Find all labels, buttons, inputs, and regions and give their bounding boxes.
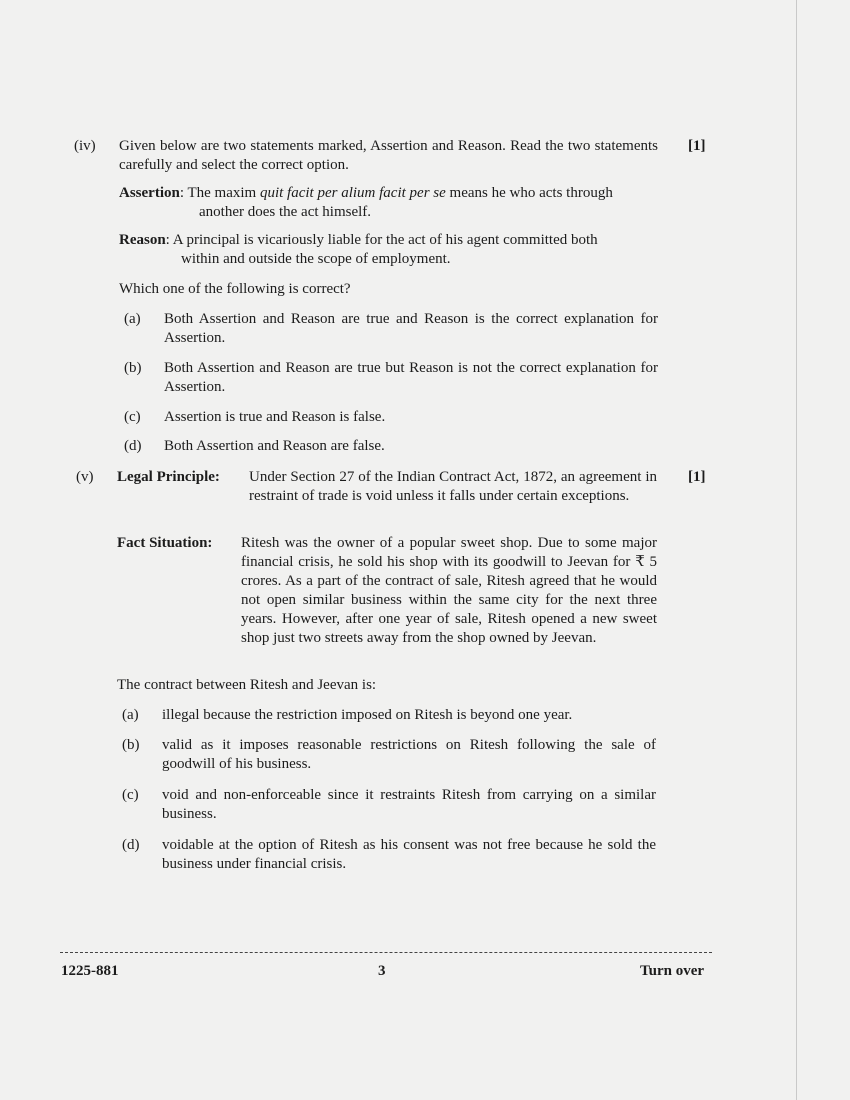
reason-text: : A principal is vicariously liable for the act of his agent committed both: [165, 232, 598, 248]
fact-label: Fact Situation:: [117, 535, 213, 551]
reason-line1: [119, 231, 658, 250]
reason-label: Reason: [119, 232, 166, 248]
assertion-line1: [119, 184, 658, 203]
question-number: (iv): [74, 138, 96, 154]
option-text: Both Assertion and Reason are true but Reason is not the correct explanation for Assertion.: [164, 360, 658, 395]
option-label: (b): [122, 737, 140, 753]
scan-edge: [796, 0, 797, 1100]
option-text: Both Assertion and Reason are false.: [164, 438, 385, 454]
reason-line2: within and outside the scope of employment.: [181, 251, 451, 267]
option-label: (a): [122, 707, 139, 723]
principle-label: Legal Principle:: [117, 469, 220, 485]
question-prompt: Which one of the following is correct?: [119, 281, 351, 297]
option-label: (d): [124, 438, 142, 454]
assertion-label: Assertion: [119, 185, 180, 201]
option-text: Assertion is true and Reason is false.: [164, 409, 386, 425]
option-label: (d): [122, 837, 140, 853]
option-text: illegal because the restriction imposed on Ritesh is beyond one year.: [162, 707, 573, 723]
page-number: 3: [378, 963, 386, 979]
question-prompt: The contract between Ritesh and Jeevan is:: [117, 677, 377, 693]
principle-text: Under Section 27 of the Indian Contract Act, 1872, an agreement in restraint of trade is void unless it falls under certain exceptions.: [249, 469, 657, 504]
assertion-line2: another does the act himself.: [199, 204, 372, 220]
paper-code: 1225-881: [61, 963, 119, 979]
question-number: (v): [76, 469, 94, 485]
option-text: valid as it imposes reasonable restrictions on Ritesh following the sale of goodwill of his business.: [162, 737, 656, 772]
assertion-text-pre: : The maxim: [179, 185, 260, 201]
turn-over-label: Turn over: [640, 963, 705, 979]
question-intro: Given below are two statements marked, Assertion and Reason. Read the two statements carefully and select the correct option.: [119, 138, 658, 173]
fact-text: Ritesh was the owner of a popular sweet shop. Due to some major financial crisis, he sold his shop with its goodwill to Jeevan for ₹ 5 crores. As a part of the contract of sale, Ritesh agreed that he would not open similar business within the same city for the next three years. However, after one year of sale, Ritesh opened a new sweet shop just two streets away from the shop owned by Jeevan.: [241, 535, 657, 646]
option-text: void and non-enforceable since it restraints Ritesh from carrying on a similar business.: [162, 787, 656, 822]
assertion-text-post: means he who acts through: [445, 185, 613, 201]
option-text: voidable at the option of Ritesh as his consent was not free because he sold the business under financial crisis.: [162, 837, 656, 872]
option-label: (c): [122, 787, 139, 803]
assertion-maxim: quit facit per alium facit per se: [259, 185, 446, 201]
question-marks: [1]: [688, 469, 706, 485]
option-label: (b): [124, 360, 142, 376]
option-text: Both Assertion and Reason are true and Reason is the correct explanation for Assertion.: [164, 311, 658, 346]
option-label: (a): [124, 311, 141, 327]
question-marks: [1]: [688, 138, 706, 154]
footer-divider: [60, 952, 712, 953]
option-label: (c): [124, 409, 141, 425]
